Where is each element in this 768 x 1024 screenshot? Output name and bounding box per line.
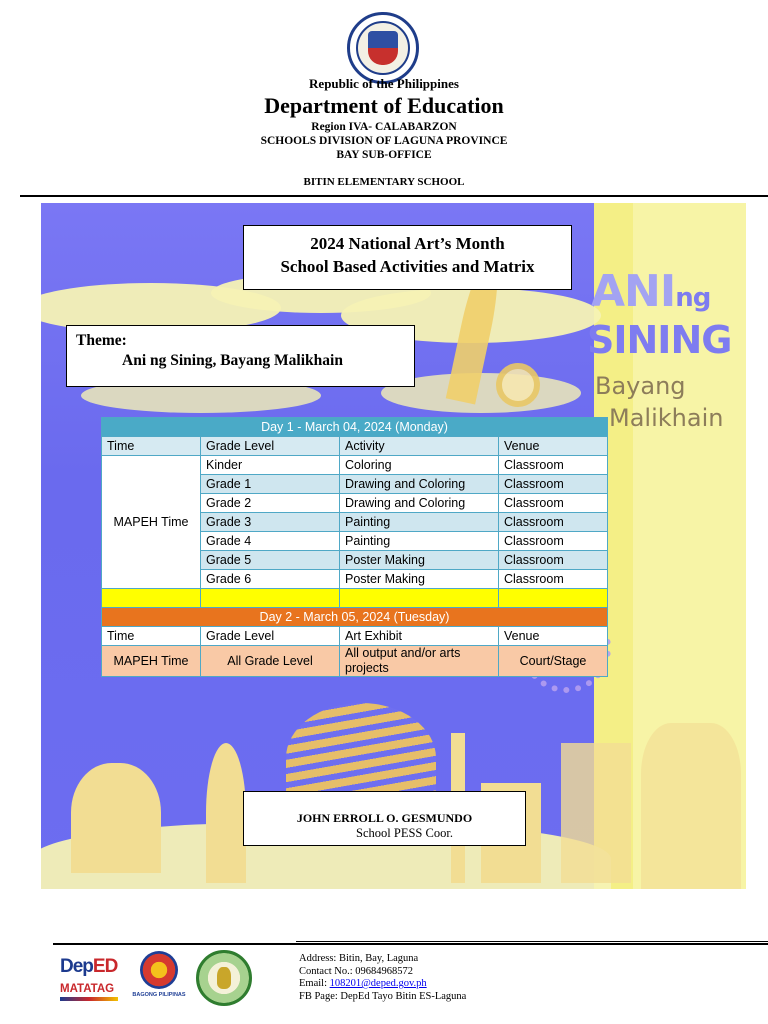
footer-contact: Contact No.: 09684968572 [299, 965, 414, 977]
spacer-cell [201, 589, 340, 608]
activity-cell: Drawing and Coloring [340, 475, 499, 494]
venue-cell: Classroom [499, 513, 608, 532]
day2-heading-row [102, 608, 608, 627]
day1-time-cell: MAPEH Time [102, 456, 201, 589]
title-line-2: School Based Activities and Matrix [280, 257, 535, 276]
church-silhouette [71, 763, 161, 873]
school-seal-logo [196, 950, 252, 1006]
building-silhouette [561, 743, 631, 883]
grade-cell: Grade 3 [201, 513, 340, 532]
day2-column-header-row [102, 627, 608, 646]
spacer-cell [499, 589, 608, 608]
column-header-time: Time [102, 437, 201, 456]
venue-cell: Classroom [499, 551, 608, 570]
grade-cell: Grade 2 [201, 494, 340, 513]
grade-cell: Grade 1 [201, 475, 340, 494]
grade-cell: Grade 6 [201, 570, 340, 589]
building-silhouette [641, 723, 741, 889]
column-header-venue: Venue [499, 437, 608, 456]
logo-stripe [60, 997, 118, 1001]
venue-cell: Classroom [499, 532, 608, 551]
activity-cell: All output and/or arts projects [340, 646, 499, 677]
column-header-exhibit: Art Exhibit [340, 627, 499, 646]
spacer-cell [102, 589, 201, 608]
spacer-cell [340, 589, 499, 608]
signatory-position: School PESS Coor. [356, 826, 453, 840]
matatag-logo-text: MATATAG [60, 983, 115, 995]
school-seal-torch-icon [217, 967, 231, 989]
signatory-name: JOHN ERROLL O. GESMUNDO [296, 811, 473, 825]
day2-time-cell: MAPEH Time [102, 646, 201, 677]
footer-contact-info [299, 953, 466, 1003]
header-region-block [0, 120, 768, 162]
day1-heading: Day 1 - March 04, 2024 (Monday) [102, 418, 608, 437]
grade-cell: Grade 4 [201, 532, 340, 551]
header-republic: Republic of the Philippines [309, 76, 459, 91]
venue-cell: Classroom [499, 456, 608, 475]
venue-cell: Classroom [499, 570, 608, 589]
deped-matatag-logo [60, 950, 120, 1006]
film-reel-icon [496, 363, 540, 407]
header-region: Region IVA- CALABARZON [311, 121, 457, 133]
activity-cell: Coloring [340, 456, 499, 475]
footer-divider-thin [296, 941, 768, 942]
tower-silhouette [206, 743, 246, 883]
header-school: BITIN ELEMENTARY SCHOOL [303, 176, 465, 188]
theme-box [66, 325, 415, 387]
venue-cell: Classroom [499, 475, 608, 494]
header-divider [20, 195, 768, 197]
table-row [102, 646, 608, 677]
table-row [102, 456, 608, 475]
theme-value: Ani ng Sining, Bayang Malikhain [122, 352, 343, 369]
footer-email-line [299, 978, 466, 991]
bagong-pilipinas-caption: BAGONG PILIPINAS [132, 992, 186, 998]
grade-cell: Kinder [201, 456, 340, 475]
header-department: Department of Education [264, 93, 504, 118]
activity-cell: Poster Making [340, 570, 499, 589]
day1-column-header-row [102, 437, 608, 456]
venue-cell: Classroom [499, 494, 608, 513]
grade-cell: All Grade Level [201, 646, 340, 677]
wordmark-sining: SINING [587, 318, 732, 362]
bagong-pilipinas-sun-icon [140, 951, 178, 989]
day2-heading: Day 2 - March 05, 2024 (Tuesday) [102, 608, 608, 627]
column-header-grade: Grade Level [201, 437, 340, 456]
deped-logo-text: DepED [60, 956, 118, 977]
column-header-activity: Activity [340, 437, 499, 456]
header-suboffice: BAY SUB-OFFICE [336, 149, 432, 161]
activity-cell: Poster Making [340, 551, 499, 570]
header-division: SCHOOLS DIVISION OF LAGUNA PROVINCE [260, 135, 508, 147]
venue-cell: Court/Stage [499, 646, 608, 677]
activities-matrix [101, 417, 608, 677]
footer-address: Address: Bitin, Bay, Laguna [299, 953, 419, 964]
wordmark-ani: ANIng [591, 266, 711, 317]
document-title-box [243, 225, 572, 290]
title-line-1: 2024 National Art’s Month [310, 234, 505, 253]
activity-cell: Drawing and Coloring [340, 494, 499, 513]
column-header-time: Time [102, 627, 201, 646]
spacer-row [102, 589, 608, 608]
email-label: Email: [299, 978, 330, 989]
seal-shield [368, 31, 398, 65]
theme-label: Theme: [76, 332, 127, 349]
signatory-box [243, 791, 526, 846]
column-header-venue: Venue [499, 627, 608, 646]
grade-cell: Grade 5 [201, 551, 340, 570]
day1-heading-row [102, 418, 608, 437]
activity-cell: Painting [340, 513, 499, 532]
deped-seal-icon [347, 12, 419, 84]
wordmark-bayang: Bayang [595, 372, 686, 400]
activity-cell: Painting [340, 532, 499, 551]
column-header-grade: Grade Level [201, 627, 340, 646]
footer-divider [53, 943, 768, 945]
wordmark-malikhain: Malikhain [609, 404, 724, 432]
footer-fb: FB Page: DepEd Tayo Bitin ES-Laguna [299, 990, 467, 1002]
email-link[interactable]: 108201@deped.gov.ph [329, 978, 427, 989]
bagong-pilipinas-logo [132, 947, 186, 1007]
